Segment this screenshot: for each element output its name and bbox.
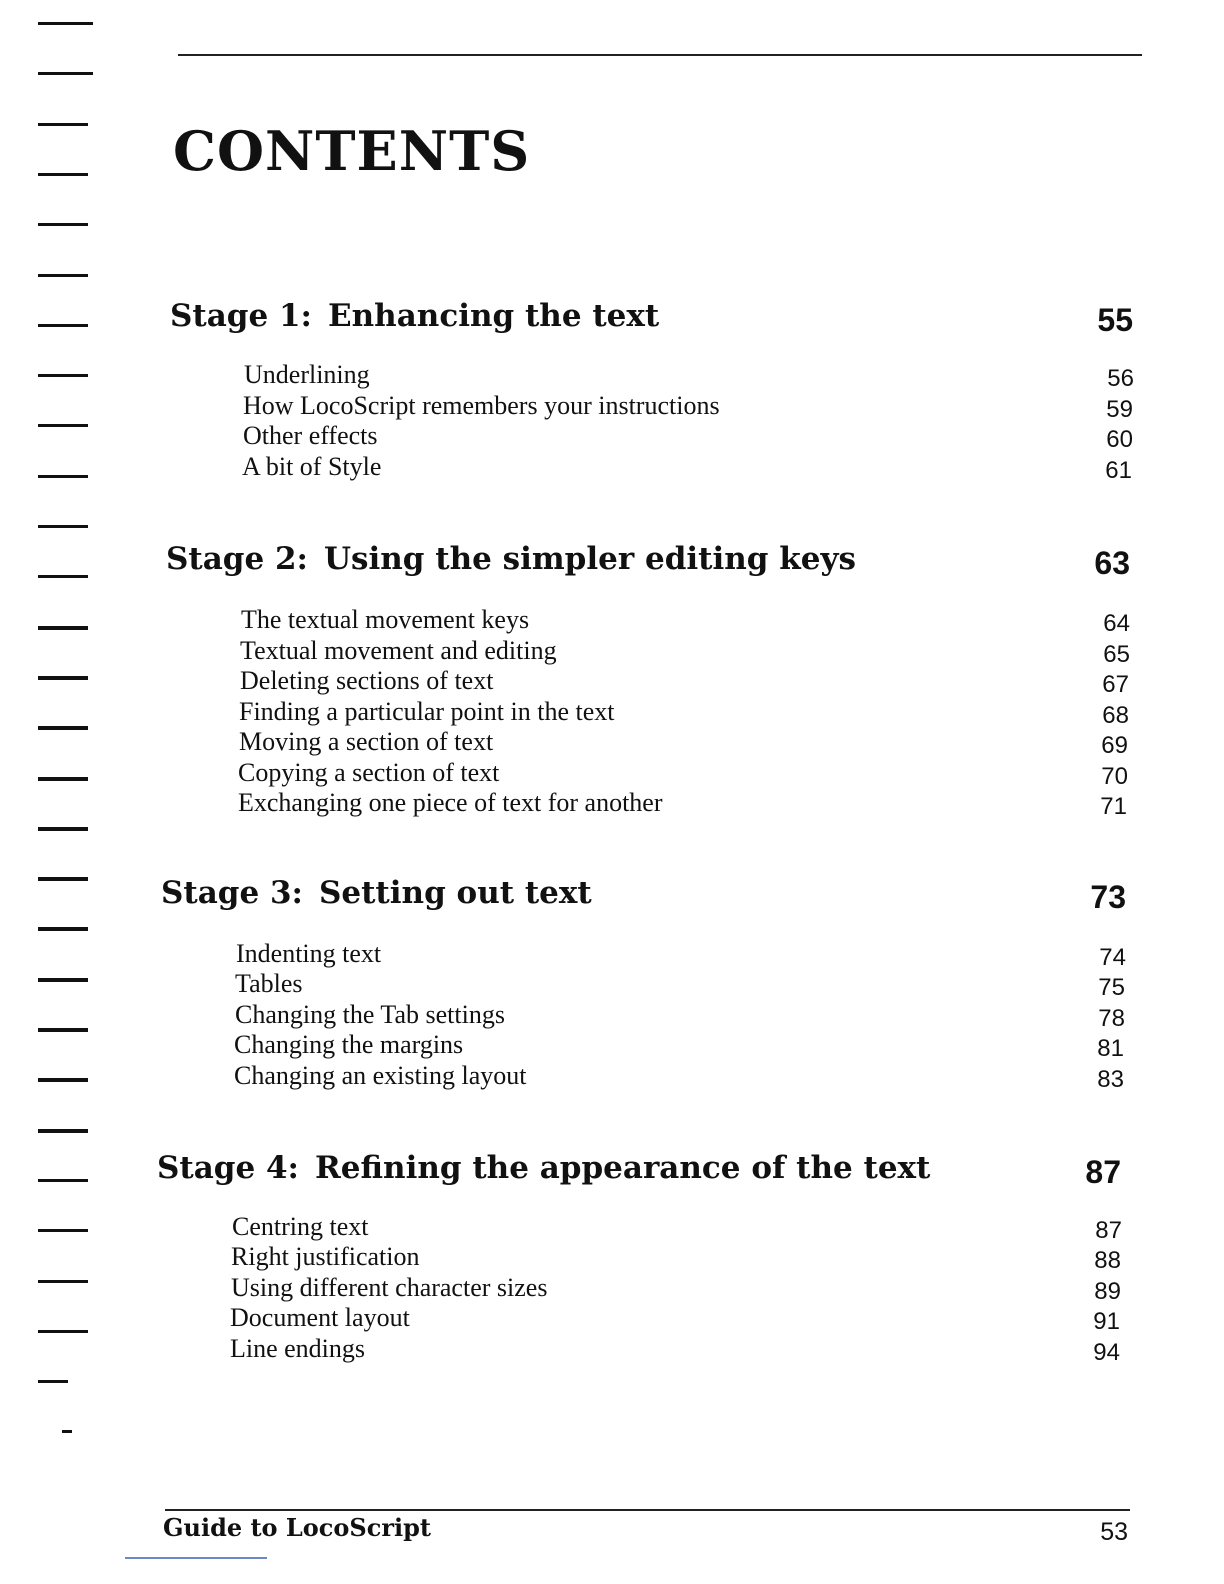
stage-heading bbox=[0, 869, 1224, 919]
toc-entry[interactable] bbox=[0, 452, 1224, 483]
entry-page-number: 94 bbox=[1093, 1339, 1120, 1366]
binding-mark bbox=[38, 22, 93, 25]
stage-heading bbox=[0, 292, 1224, 342]
entry-page-number: 88 bbox=[1094, 1247, 1121, 1274]
stage-label: Stage 2: bbox=[166, 541, 308, 577]
entry-title: Copying a section of text bbox=[238, 758, 500, 787]
toc-entry[interactable] bbox=[0, 360, 1224, 391]
binding-mark bbox=[38, 72, 93, 75]
top-rule bbox=[178, 54, 1142, 56]
entry-title: Other effects bbox=[243, 421, 378, 450]
bottom-rule bbox=[165, 1509, 1130, 1511]
binding-mark bbox=[38, 123, 88, 126]
binding-mark bbox=[38, 274, 88, 277]
stage-page-number: 73 bbox=[1090, 879, 1126, 915]
toc-entry[interactable] bbox=[0, 1000, 1224, 1031]
entry-page-number: 74 bbox=[1099, 944, 1126, 971]
entry-title: Exchanging one piece of text for another bbox=[238, 788, 663, 817]
entry-page-number: 91 bbox=[1093, 1308, 1120, 1335]
binding-mark bbox=[62, 1430, 72, 1433]
stage-heading bbox=[0, 535, 1224, 585]
entry-page-number: 81 bbox=[1097, 1035, 1124, 1062]
entry-title: Document layout bbox=[230, 1303, 410, 1332]
entry-title: Underlining bbox=[244, 360, 370, 389]
stage-page-number: 63 bbox=[1094, 545, 1130, 581]
entry-page-number: 71 bbox=[1100, 793, 1127, 820]
entry-title: Using different character sizes bbox=[231, 1273, 548, 1302]
toc-entry[interactable] bbox=[0, 697, 1224, 728]
stage-name: Refining the appearance of the text bbox=[315, 1150, 931, 1186]
entry-page-number: 60 bbox=[1106, 426, 1133, 453]
entry-title: A bit of Style bbox=[242, 452, 382, 481]
stage-name: Enhancing the text bbox=[328, 298, 660, 334]
entry-page-number: 83 bbox=[1097, 1066, 1124, 1093]
entry-page-number: 56 bbox=[1107, 365, 1134, 392]
entry-page-number: 68 bbox=[1102, 702, 1129, 729]
entry-title: Changing an existing layout bbox=[234, 1061, 527, 1090]
binding-mark bbox=[38, 173, 88, 176]
stage-name: Using the simpler editing keys bbox=[324, 541, 856, 577]
stage-title bbox=[170, 296, 659, 336]
toc-entry[interactable] bbox=[0, 788, 1224, 819]
entry-title: Tables bbox=[235, 969, 303, 998]
stage-page-number: 55 bbox=[1097, 302, 1133, 338]
footer-page-number: 53 bbox=[1100, 1518, 1128, 1546]
stage-title bbox=[166, 539, 856, 579]
toc-entry[interactable] bbox=[0, 758, 1224, 789]
toc-entry[interactable] bbox=[0, 1030, 1224, 1061]
stage-title bbox=[157, 1148, 930, 1188]
toc-entry[interactable] bbox=[0, 666, 1224, 697]
entry-title: Changing the Tab settings bbox=[235, 1000, 505, 1029]
binding-mark bbox=[38, 525, 88, 528]
entry-page-number: 78 bbox=[1098, 1005, 1125, 1032]
entry-page-number: 64 bbox=[1103, 610, 1130, 637]
scan-edge-line bbox=[125, 1557, 267, 1559]
stage-label: Stage 3: bbox=[161, 875, 303, 911]
entry-page-number: 87 bbox=[1095, 1217, 1122, 1244]
stage-name: Setting out text bbox=[319, 875, 592, 911]
entry-title: Right justification bbox=[231, 1242, 420, 1271]
stage-heading bbox=[0, 1144, 1224, 1194]
toc-entry[interactable] bbox=[0, 636, 1224, 667]
entry-title: Moving a section of text bbox=[239, 727, 494, 756]
toc-entry[interactable] bbox=[0, 939, 1224, 970]
binding-mark bbox=[38, 1380, 68, 1383]
toc-entry[interactable] bbox=[0, 727, 1224, 758]
binding-mark bbox=[38, 927, 88, 931]
toc-entry[interactable] bbox=[0, 1273, 1224, 1304]
toc-entry[interactable] bbox=[0, 391, 1224, 422]
entry-page-number: 69 bbox=[1101, 732, 1128, 759]
toc-entry[interactable] bbox=[0, 1242, 1224, 1273]
entry-page-number: 59 bbox=[1106, 396, 1133, 423]
toc-entry[interactable] bbox=[0, 605, 1224, 636]
entry-title: Line endings bbox=[230, 1334, 366, 1363]
binding-mark bbox=[38, 223, 88, 226]
entry-page-number: 65 bbox=[1103, 641, 1130, 668]
entry-title: How LocoScript remembers your instructions bbox=[243, 391, 720, 420]
toc-entry[interactable] bbox=[0, 969, 1224, 1000]
toc-entry[interactable] bbox=[0, 1061, 1224, 1092]
entry-title: Changing the margins bbox=[234, 1030, 464, 1059]
entry-title: Indenting text bbox=[236, 939, 382, 968]
footer-book-title: Guide to LocoScript bbox=[163, 1513, 431, 1542]
entry-title: Textual movement and editing bbox=[240, 636, 557, 665]
stage-title bbox=[161, 873, 592, 913]
entry-title: Deleting sections of text bbox=[240, 666, 494, 695]
entry-page-number: 67 bbox=[1102, 671, 1129, 698]
stage-label: Stage 4: bbox=[157, 1150, 299, 1186]
toc-entry[interactable] bbox=[0, 1212, 1224, 1243]
entry-title: Finding a particular point in the text bbox=[239, 697, 615, 726]
toc-entry[interactable] bbox=[0, 1303, 1224, 1334]
toc-entry[interactable] bbox=[0, 421, 1224, 452]
stage-page-number: 87 bbox=[1085, 1154, 1121, 1190]
entry-page-number: 61 bbox=[1105, 457, 1132, 484]
stage-label: Stage 1: bbox=[170, 298, 312, 334]
binding-mark bbox=[38, 827, 88, 831]
entry-page-number: 70 bbox=[1101, 763, 1128, 790]
toc-entry[interactable] bbox=[0, 1334, 1224, 1365]
entry-page-number: 89 bbox=[1094, 1278, 1121, 1305]
page-title: CONTENTS bbox=[173, 119, 531, 183]
entry-title: Centring text bbox=[232, 1212, 369, 1241]
entry-title: The textual movement keys bbox=[241, 605, 530, 634]
entry-page-number: 75 bbox=[1098, 974, 1125, 1001]
binding-mark bbox=[38, 1129, 88, 1133]
